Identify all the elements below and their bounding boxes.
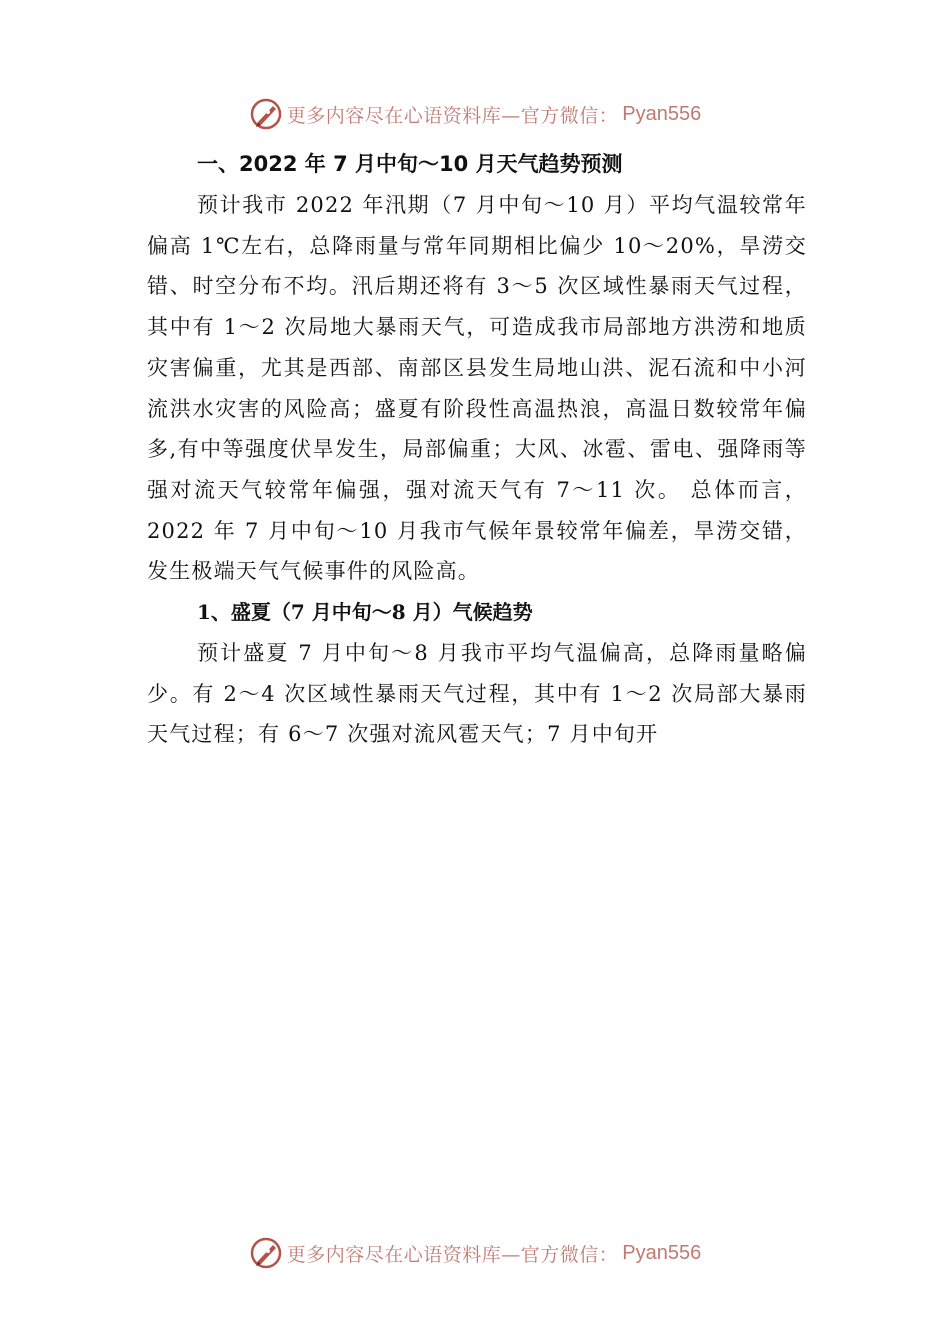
watermark-text: 更多内容尽在心语资料库—官方微信：: [286, 104, 619, 127]
header-watermark: [0, 94, 950, 134]
document-body: [147, 144, 807, 755]
summer-paragraph: 预计盛夏 7 月中旬～8 月我市平均气温偏高，总降雨量略偏少。有 2～4 次区域性暴雨天气过程，其中有 1～2 次局部大暴雨天气过程；有 6～7 次强对流风雹天气；7 月中旬开: [147, 641, 807, 747]
watermark-wechat-id: Pyan556: [622, 1241, 702, 1264]
section-heading: 一、2022 年 7 月中旬～10 月天气趋势预测: [197, 152, 623, 176]
subsection-heading: 1、盛夏（7 月中旬～8 月）气候趋势: [197, 600, 533, 625]
watermark-wechat-id: Pyan556: [622, 102, 702, 125]
pen-logo-icon: [249, 1236, 283, 1270]
forecast-paragraph: 预计我市 2022 年汛期（7 月中旬～10 月）平均气温较常年偏高 1℃左右，总降雨量与常年同期相比偏少 10～20%，旱涝交错、时空分布不均。汛后期还将有 3～5 次区域性暴雨天气过程，其中有 1～2 次局地大暴雨天气，可造成我市局部地方洪涝和地质灾害偏重，尤其是西部、南部区县发生局地山洪、泥石流和中小河流洪水灾害的风险高；盛夏有阶段性高温热浪，高温日数较常年偏多,有中等强度伏旱发生，局部偏重；大风、冰雹、雷电、强降雨等强对流天气较常年偏强，强对流天气有 7～11 次。 总体而言，2022 年 7 月中旬～10 月我市气候年景较常年偏差，旱涝交错，发生极端天气气候事件的风险高。: [147, 193, 807, 584]
watermark-text: 更多内容尽在心语资料库—官方微信：: [286, 1243, 619, 1266]
footer-watermark: [0, 1233, 950, 1273]
pen-logo-icon: [249, 97, 283, 131]
